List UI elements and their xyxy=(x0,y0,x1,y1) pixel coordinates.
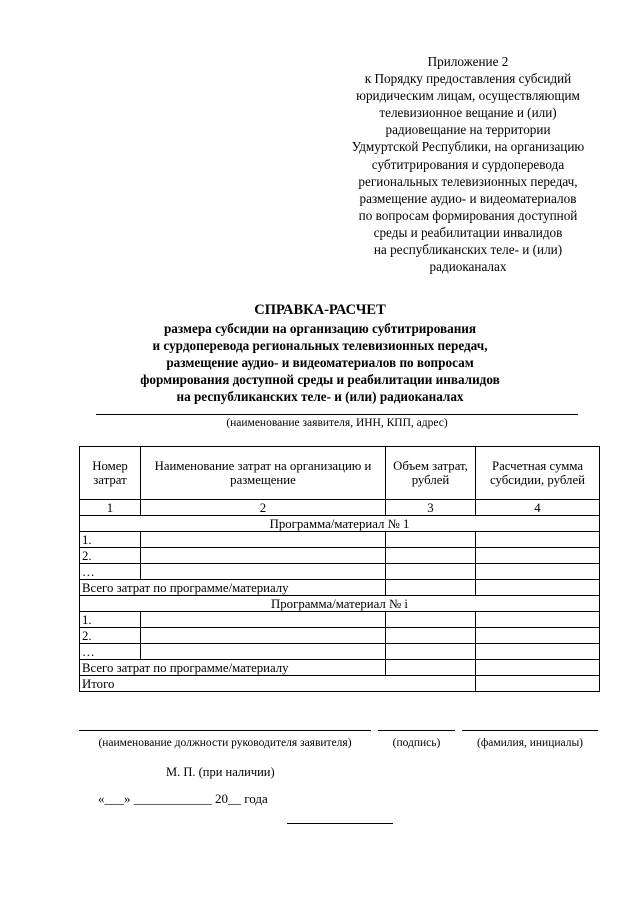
cell-subsidy-amount[interactable] xyxy=(476,628,600,644)
applicant-caption: (наименование заявителя, ИНН, КПП, адрес) xyxy=(226,417,448,429)
title-line: формирования доступной среды и реабилитации инвалидов xyxy=(140,372,500,387)
appendix-line: Приложение 2 xyxy=(427,54,509,69)
cell-cost-name[interactable] xyxy=(141,548,386,564)
table-row xyxy=(80,548,600,564)
subtotal-label: Всего затрат по программе/материалу xyxy=(80,580,386,596)
appendix-block xyxy=(318,53,618,275)
appendix-line: по вопросам формирования доступной xyxy=(358,207,578,223)
stamp-place: М. П. (при наличии) xyxy=(166,765,275,779)
subtotal-row xyxy=(80,580,600,596)
cell-cost-amount[interactable] xyxy=(386,580,476,596)
table-header-row xyxy=(80,447,600,500)
total-row xyxy=(80,676,600,692)
table-row xyxy=(80,644,600,660)
appendix-line: Удмуртской Республики, на организацию xyxy=(351,139,585,155)
row-label: 2. xyxy=(80,548,141,564)
cell-cost-name[interactable] xyxy=(141,564,386,580)
appendix-line: субтитрирования и сурдоперевода xyxy=(371,156,565,172)
cell-cost-name[interactable] xyxy=(141,532,386,548)
cell-total-subsidy[interactable] xyxy=(476,676,600,692)
cell-cost-name[interactable] xyxy=(141,644,386,660)
column-number: 3 xyxy=(386,500,476,516)
cell-cost-amount[interactable] xyxy=(386,564,476,580)
name-fill-line[interactable] xyxy=(462,730,598,731)
total-label: Итого xyxy=(80,676,476,692)
table-row xyxy=(80,628,600,644)
cell-subsidy-amount[interactable] xyxy=(476,644,600,660)
section-title: Программа/материал № i xyxy=(80,596,600,612)
cell-cost-name[interactable] xyxy=(141,612,386,628)
appendix-line: радиоканалах xyxy=(429,259,507,275)
position-caption: (наименование должности руководителя заявителя) xyxy=(98,737,352,749)
appendix-line: телевизионное вещание и (или) xyxy=(379,105,557,121)
column-number: 4 xyxy=(476,500,600,516)
row-label: 2. xyxy=(80,628,141,644)
header-cost-amount: Объем затрат, рублей xyxy=(386,447,476,500)
column-number: 2 xyxy=(141,500,386,516)
section-row xyxy=(80,516,600,532)
document-title xyxy=(80,300,560,405)
date-line[interactable]: «___» ____________ 20__ года xyxy=(98,791,268,806)
position-fill-line[interactable] xyxy=(79,730,371,731)
cell-cost-amount[interactable] xyxy=(386,660,476,676)
row-label: … xyxy=(80,564,141,580)
column-number: 1 xyxy=(80,500,141,516)
cell-subsidy-amount[interactable] xyxy=(476,532,600,548)
cell-subsidy-amount[interactable] xyxy=(476,548,600,564)
cell-subsidy-amount[interactable] xyxy=(476,660,600,676)
table-row xyxy=(80,564,600,580)
row-label: 1. xyxy=(80,612,141,628)
cell-cost-amount[interactable] xyxy=(386,548,476,564)
cell-cost-amount[interactable] xyxy=(386,532,476,548)
subtotal-row xyxy=(80,660,600,676)
title-heading: СПРАВКА-РАСЧЕТ xyxy=(254,302,386,318)
appendix-line: радиовещание на территории xyxy=(385,122,551,138)
title-line: на республиканских теле- и (или) радиоканалах xyxy=(176,389,464,404)
header-subsidy-amount: Расчетная сумма субсидии, рублей xyxy=(476,447,600,500)
name-caption: (фамилия, инициалы) xyxy=(476,737,584,749)
cell-cost-amount[interactable] xyxy=(386,644,476,660)
appendix-line: размещение аудио- и видеоматериалов xyxy=(359,190,577,206)
header-cost-name: Наименование затрат на организацию и размещение xyxy=(141,447,386,500)
appendix-line: на республиканских теле- и (или) xyxy=(373,242,563,258)
row-label: 1. xyxy=(80,532,141,548)
cell-cost-amount[interactable] xyxy=(386,612,476,628)
appendix-line: юридическим лицам, осуществляющим xyxy=(356,88,580,104)
cell-cost-amount[interactable] xyxy=(386,628,476,644)
signature-caption: (подпись) xyxy=(392,737,441,749)
appendix-line: региональных телевизионных передач, xyxy=(358,173,578,189)
applicant-fill-line[interactable] xyxy=(96,414,578,415)
title-line: размещение аудио- и видеоматериалов по вопросам xyxy=(166,355,474,370)
row-label: … xyxy=(80,644,141,660)
cell-cost-name[interactable] xyxy=(141,628,386,644)
cell-subsidy-amount[interactable] xyxy=(476,564,600,580)
header-cost-number: Номер затрат xyxy=(80,447,141,500)
signature-fill-line[interactable] xyxy=(378,730,455,731)
table-row xyxy=(80,532,600,548)
calculation-table xyxy=(79,446,600,692)
column-number-row xyxy=(80,500,600,516)
subtotal-label: Всего затрат по программе/материалу xyxy=(80,660,386,676)
appendix-line: среды и реабилитации инвалидов xyxy=(373,224,563,240)
footer-line xyxy=(287,823,393,824)
cell-subsidy-amount[interactable] xyxy=(476,580,600,596)
cell-subsidy-amount[interactable] xyxy=(476,612,600,628)
appendix-line: к Порядку предоставления субсидий xyxy=(364,71,572,87)
title-line: и сурдоперевода региональных телевизионных передач, xyxy=(152,338,488,353)
section-title: Программа/материал № 1 xyxy=(80,516,600,532)
title-line: размера субсидии на организацию субтитрирования xyxy=(163,321,477,336)
section-row xyxy=(80,596,600,612)
table-row xyxy=(80,612,600,628)
